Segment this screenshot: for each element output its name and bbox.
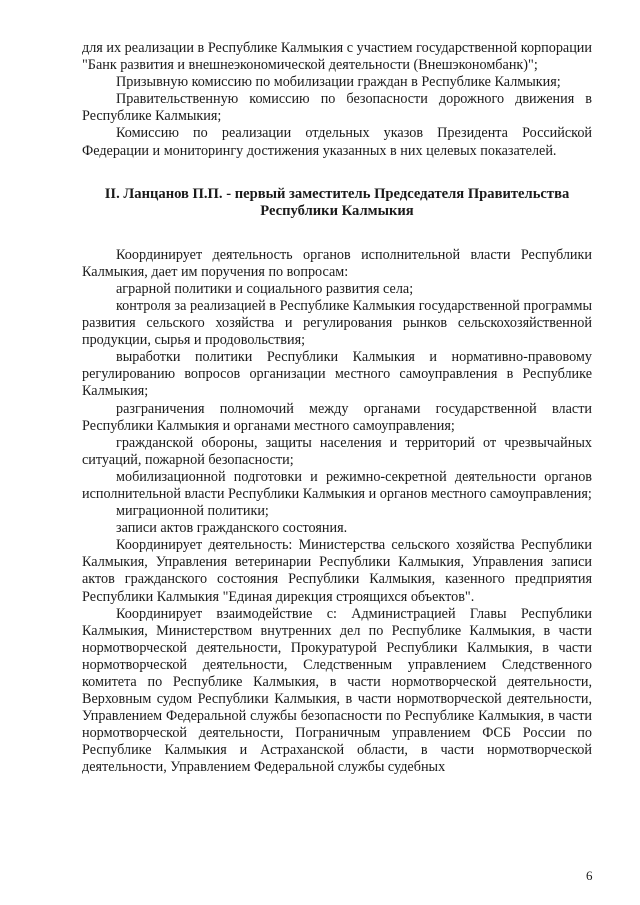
paragraph-coordinates-activity: Координирует деятельность: Министерства сельского хозяйства Республики Калмыкия, Управления ветеринарии Республики Калмыкия, Управления записи актов гражданского состояния Республики Калмыкия, казенного предприятия Республики Калмыкия "Единая дирекция строящихся объектов". xyxy=(82,537,592,605)
document-page xyxy=(82,40,592,777)
paragraph-coordinates-intro: Координирует деятельность органов исполнительной власти Республики Калмыкия, дает им поручения по вопросам: xyxy=(82,246,592,280)
paragraph-agrarian-policy: аграрной политики и социального развития села; xyxy=(116,280,414,297)
section-heading xyxy=(82,186,592,221)
paragraph-program-control: контроля за реализацией в Республике Калмыкия государственной программы развития сельского хозяйства и регулирования рынков сельскохозяйственной продукции, сырья и продовольствия; xyxy=(82,297,592,349)
paragraph-civil-defense: гражданской обороны, защиты населения и территорий от чрезвычайных ситуаций, пожарной безопасности; xyxy=(82,434,592,468)
paragraph-conscription-commission: Призывную комиссию по мобилизации граждан в Республике Калмыкия; xyxy=(116,74,561,91)
paragraph-civil-records: записи актов гражданского состояния. xyxy=(116,520,348,537)
section-heading-line-1: II. Ланцанов П.П. - первый заместитель Председателя Правительства xyxy=(104,185,570,202)
page-number: 6 xyxy=(586,868,593,883)
paragraph-local-government: выработки политики Республики Калмыкия и нормативно-правовому регулированию вопросов организации местного самоуправления в Республике Калмыкия; xyxy=(82,349,592,400)
paragraph-continuation: для их реализации в Республике Калмыкия с участием государственной корпорации "Банк развития и внешнеэкономической деятельности (Внешэкономбанк)"; xyxy=(82,40,592,74)
paragraph-mobilization: мобилизационной подготовки и режимно-секретной деятельности органов исполнительной власти Республики Калмыкия и органов местного самоуправления; xyxy=(82,468,592,502)
paragraph-coordinates-interaction: Координирует взаимодействие с: Администрацией Главы Республики Калмыкия, Министерством внутренних дел по Республике Калмыкия, в части нормотворческой деятельности, Прокуратурой Республики Калмыкия, в части нормотворческой деятельности, Следственным управлением Следственного комитета по Республике Калмыкия, в части нормотворческой деятельности, Верховным судом Республики Калмыкия, в части нормотворческой деятельности, Управлением Федеральной службы безопасности по Республике Калмыкия, в части нормотворческой деятельности, Пограничным управлением ФСБ России по Республике Калмыкия и Астраханской области, в части нормотворческой деятельности, Управлением Федеральной службы судебных xyxy=(82,605,592,776)
paragraph-migration: миграционной политики; xyxy=(116,503,269,520)
paragraph-powers-division: разграничения полномочий между органами государственной власти Республики Калмыкия и органами местного самоуправления; xyxy=(82,400,592,434)
paragraph-road-safety-commission: Правительственную комиссию по безопасности дорожного движения в Республике Калмыкия; xyxy=(82,91,592,125)
paragraph-decrees-commission: Комиссию по реализации отдельных указов Президента Российской Федерации и мониторингу достижения указанных в них целевых показателей. xyxy=(82,125,592,159)
section-heading-line-2: Республики Калмыкия xyxy=(260,203,414,220)
